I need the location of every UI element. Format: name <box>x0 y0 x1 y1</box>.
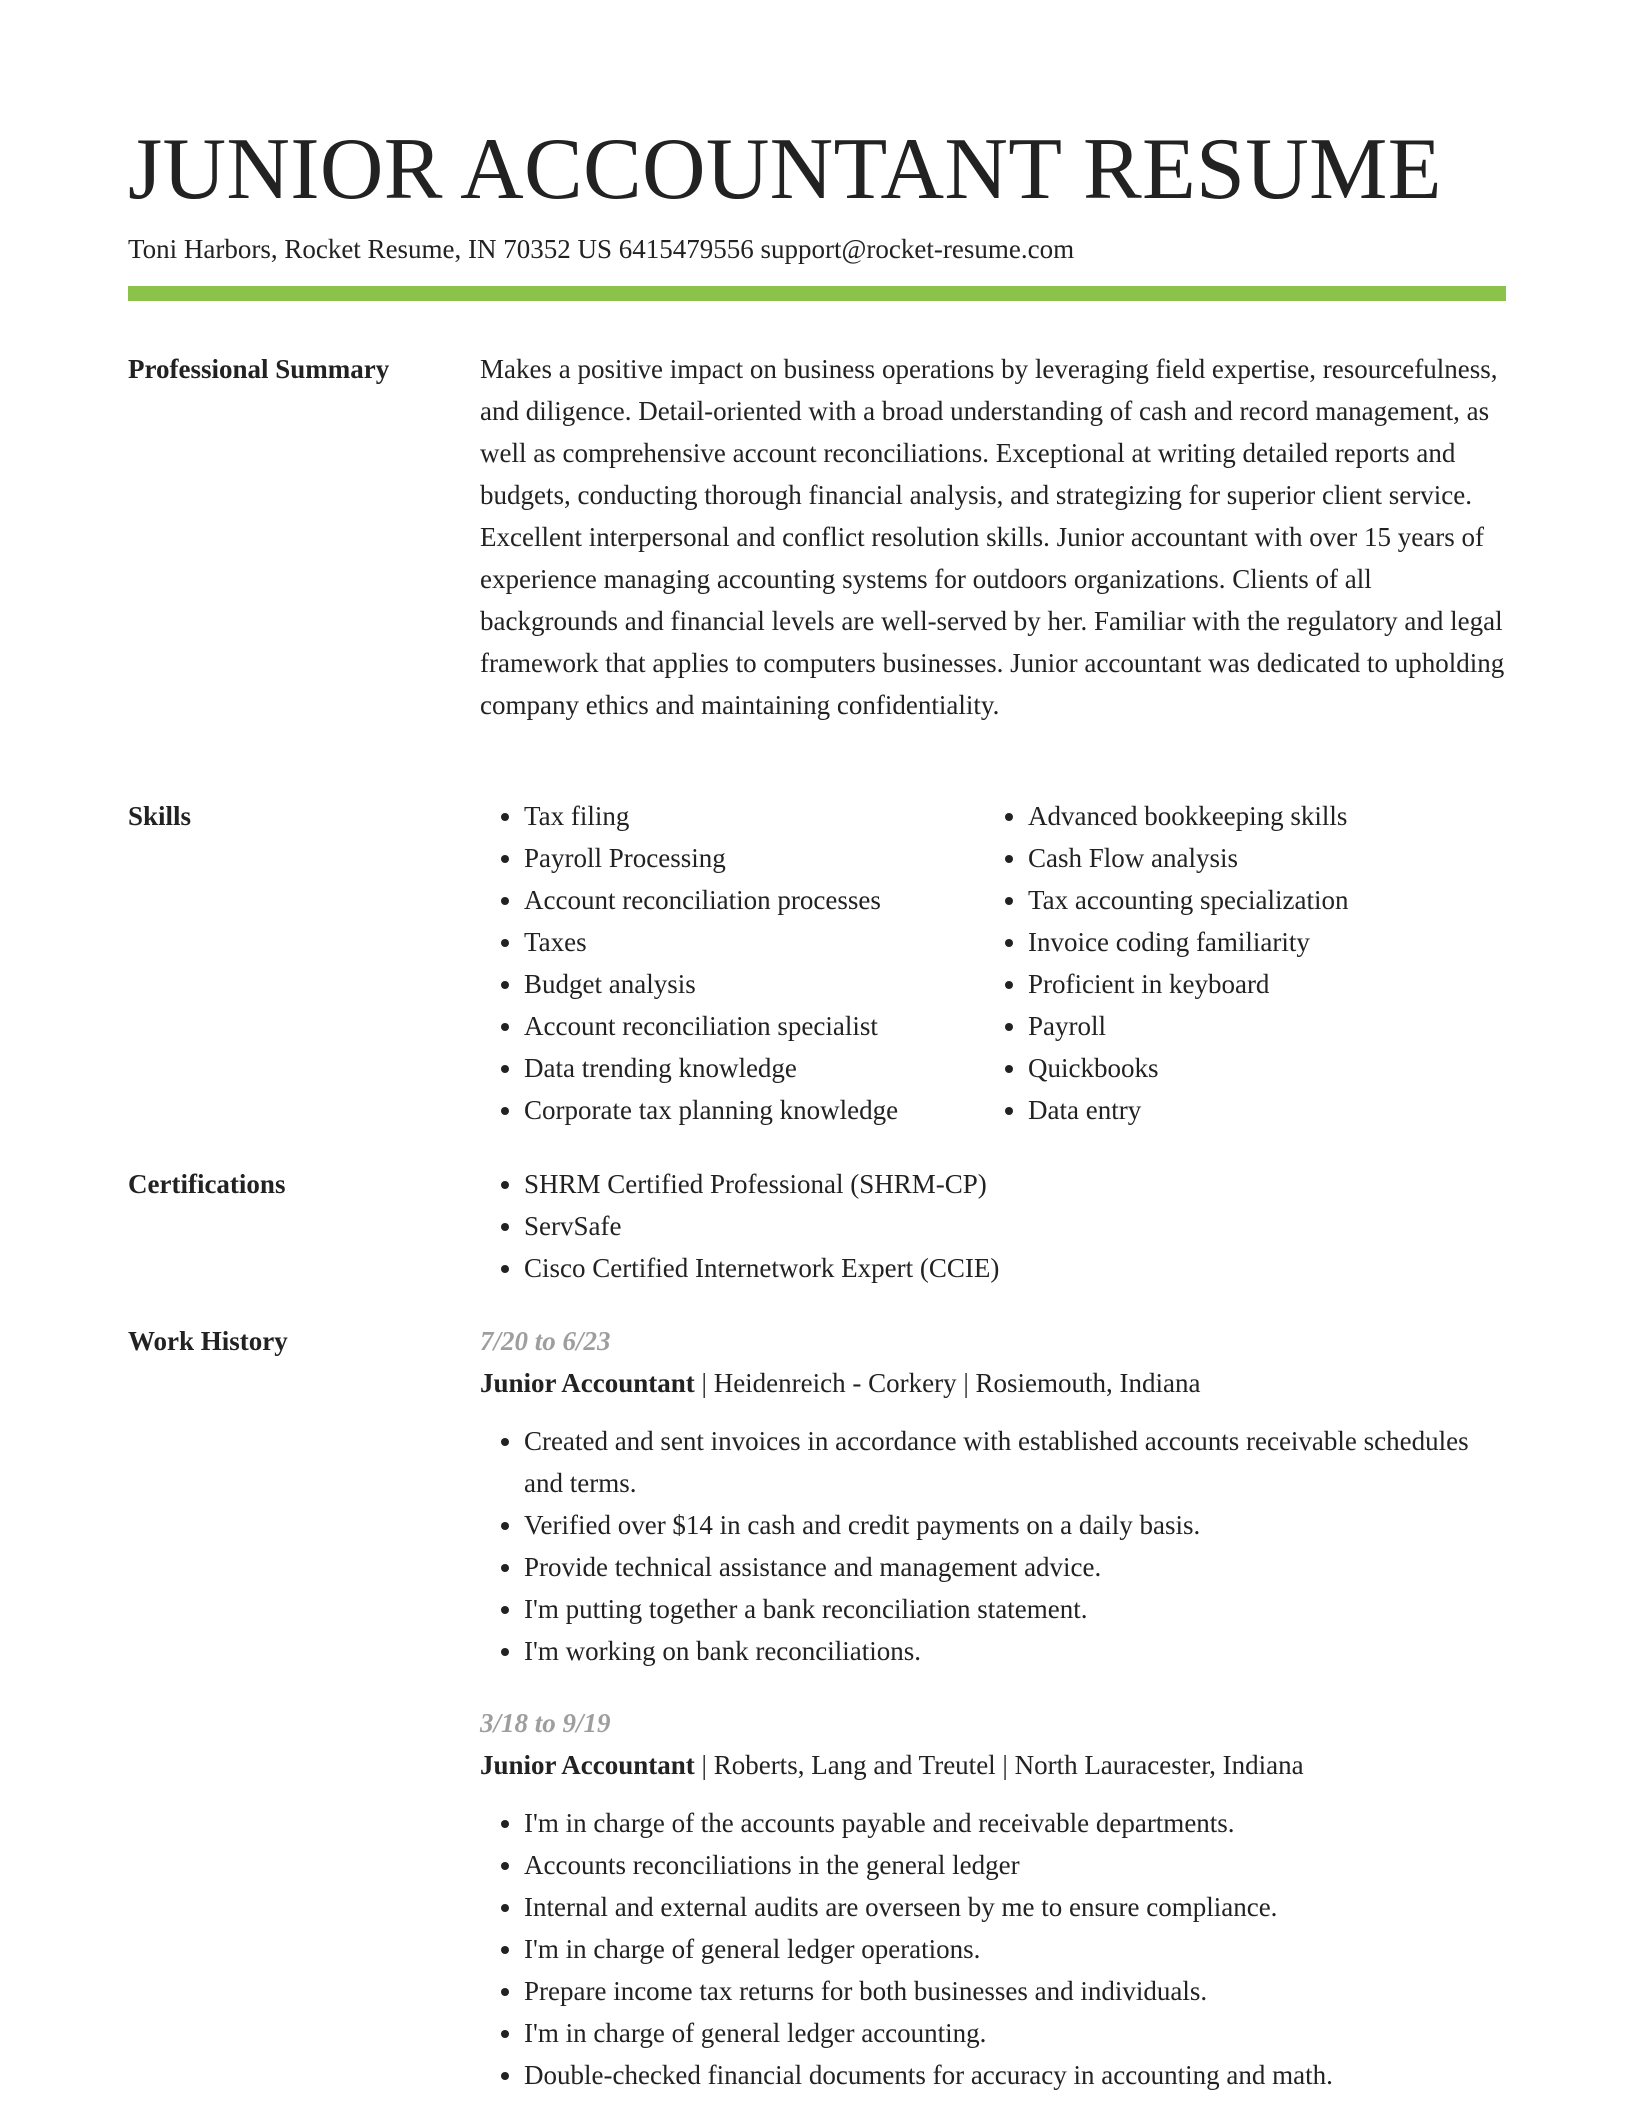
skill-item: • Invoice coding familiarity <box>1028 921 1504 963</box>
work-history-heading: Work History <box>128 1326 288 1356</box>
skill-item: • Tax accounting specialization <box>1028 879 1504 921</box>
skill-item: • Payroll <box>1028 1005 1504 1047</box>
certification-item: • Cisco Certified Internetwork Expert (CCIE) <box>524 1247 1506 1289</box>
skills-list-left <box>480 795 984 1131</box>
summary-text: Makes a positive impact on business operations by leveraging field expertise, resourcefulness, and diligence. Detail-oriented with a broad understanding of cash and record management, as well as comprehensive account reconciliations. Exceptional at writing detailed reports and budgets, conducting thorough financial analysis, and strategizing for superior client service. Excellent interpersonal and conflict resolution skills. Junior accountant with over 15 years of experience managing accounting systems for outdoors organizations. Clients of all backgrounds and financial levels are well-served by her. Familiar with the regulatory and legal framework that applies to computers businesses. Junior accountant was dedicated to upholding company ethics and maintaining confidentiality. <box>480 354 1505 720</box>
skill-item: • Account reconciliation specialist <box>524 1005 984 1047</box>
skill-item: • Proficient in keyboard <box>1028 963 1504 1005</box>
skills-column-right <box>984 795 1504 1131</box>
job-role: Junior Accountant <box>480 1368 695 1398</box>
job-date: 7/20 to 6/23 <box>480 1326 611 1356</box>
skills-heading: Skills <box>128 801 192 831</box>
resume-title: JUNIOR ACCOUNTANT RESUME <box>128 121 1442 218</box>
job-duty-item: • Provide technical assistance and management advice. <box>524 1546 1506 1588</box>
job-duty-item: • I'm in charge of general ledger accounting. <box>524 2012 1506 2054</box>
job-duty-item: • Verified over $14 in cash and credit payments on a daily basis. <box>524 1504 1506 1546</box>
job-duty-item: • Created and sent invoices in accordance with established accounts receivable schedules and terms. <box>524 1420 1506 1504</box>
job-duty-item: • Internal and external audits are overseen by me to ensure compliance. <box>524 1886 1506 1928</box>
skill-item: • Account reconciliation processes <box>524 879 984 921</box>
certifications-list <box>480 1163 1506 1289</box>
job-role: Junior Accountant <box>480 1750 695 1780</box>
skill-item: • Quickbooks <box>1028 1047 1504 1089</box>
skill-item: • Corporate tax planning knowledge <box>524 1089 984 1131</box>
header-accent-rule <box>128 286 1506 301</box>
job-duty-item: • I'm putting together a bank reconciliation statement. <box>524 1588 1506 1630</box>
skill-item: • Data trending knowledge <box>524 1047 984 1089</box>
contact-line: Toni Harbors, Rocket Resume, IN 70352 US 6415479556 support@rocket-resume.com <box>128 234 1075 264</box>
skill-item: • Taxes <box>524 921 984 963</box>
job-title-line <box>480 1362 1506 1404</box>
skill-item: • Data entry <box>1028 1089 1504 1131</box>
summary-heading: Professional Summary <box>128 354 390 384</box>
certification-item: • SHRM Certified Professional (SHRM-CP) <box>524 1163 1506 1205</box>
certification-item: • ServSafe <box>524 1205 1506 1247</box>
job-duty-item: • I'm working on bank reconciliations. <box>524 1630 1506 1672</box>
skill-item: • Tax filing <box>524 795 984 837</box>
job-date: 3/18 to 9/19 <box>480 1708 611 1738</box>
job-duty-item: • I'm in charge of the accounts payable and receivable departments. <box>524 1802 1506 1844</box>
job-title-line <box>480 1744 1506 1786</box>
job-entry <box>480 1702 1506 2096</box>
job-duties-list <box>480 1802 1506 2096</box>
job-employer-location: | Heidenreich - Corkery | Rosiemouth, Indiana <box>694 1368 1201 1398</box>
job-duties-list <box>480 1420 1506 1672</box>
job-entry <box>480 1320 1506 1672</box>
certifications-heading: Certifications <box>128 1169 286 1199</box>
job-duty-item: • Double-checked financial documents for accuracy in accounting and math. <box>524 2054 1506 2096</box>
skill-item: • Budget analysis <box>524 963 984 1005</box>
skill-item: • Cash Flow analysis <box>1028 837 1504 879</box>
job-duty-item: • Prepare income tax returns for both businesses and individuals. <box>524 1970 1506 2012</box>
job-duty-item: • Accounts reconciliations in the general ledger <box>524 1844 1506 1886</box>
skill-item: • Advanced bookkeeping skills <box>1028 795 1504 837</box>
summary-body <box>480 348 1506 726</box>
job-employer-location: | Roberts, Lang and Treutel | North Lauracester, Indiana <box>694 1750 1304 1780</box>
certifications-body <box>480 1163 1506 1289</box>
skills-list-right <box>984 795 1504 1131</box>
skills-column-left <box>480 795 984 1131</box>
job-duty-item: • I'm in charge of general ledger operations. <box>524 1928 1506 1970</box>
skill-item: • Payroll Processing <box>524 837 984 879</box>
